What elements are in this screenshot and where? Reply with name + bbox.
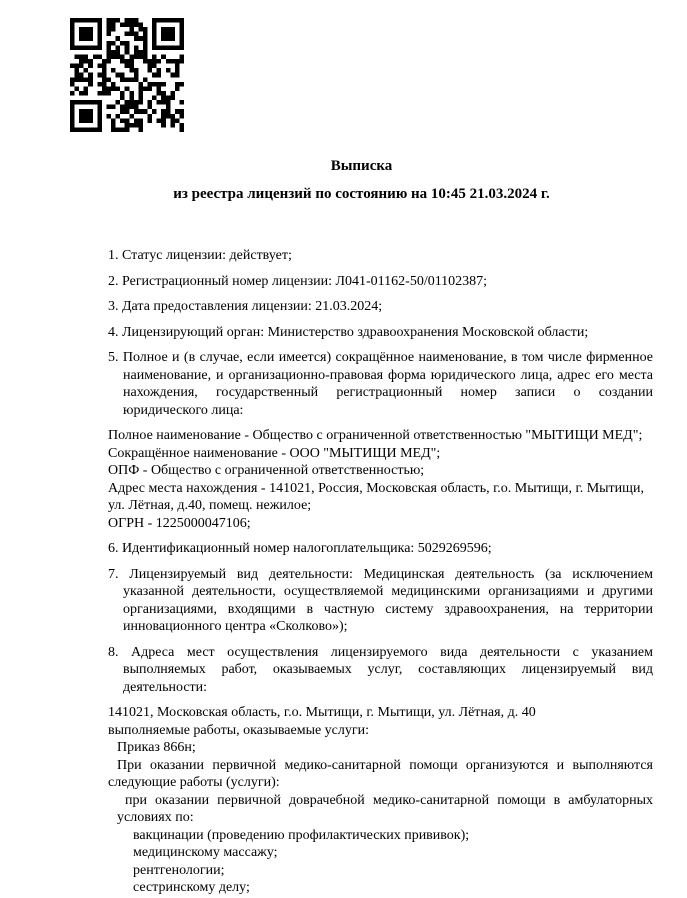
order-866n: Приказ 866н; (117, 740, 196, 755)
service-item-vaccination: вакцинации (проведению профилактических прививок); (133, 827, 470, 843)
document-subtitle: из реестра лицензий по состоянию на 10:45 21.03.2024 г. (173, 185, 550, 202)
activity-addresses-heading: 8. Адреса мест осуществления лицензируемого вида деятельности с указанием выполняемых работ, оказываемых услуг, составляющих лицензируемый вид деятельности: (108, 644, 653, 695)
org-legal-form: ОПФ - Общество с ограниченной ответственностью; (108, 463, 425, 478)
activity-address: 141021, Московская область, г.о. Мытищи, г. Мытищи, ул. Лётная, д. 40 (108, 705, 536, 720)
works-services-label: выполняемые работы, оказываемые услуги: (108, 722, 370, 738)
org-ogrn: ОГРН - 1225000047106; (108, 515, 251, 531)
pre-doctor-care: при оказании первичной доврачебной медико-санитарной помощи в амбулаторных условиях по: (117, 792, 653, 825)
service-item-radiology: рентгенологии; (133, 862, 225, 878)
taxpayer-inn: 6. Идентификационный номер налогоплательщика: 5029269596; (108, 541, 492, 556)
license-grant-date: 3. Дата предоставления лицензии: 21.03.2024; (108, 299, 383, 314)
works-block (108, 704, 653, 897)
org-full-name: Полное наименование - Общество с ограниченной ответственностью "МЫТИЩИ МЕД"; (108, 428, 643, 443)
licensed-activity: 7. Лицензируемый вид деятельности: Медицинская деятельность (за исключением указанной деятельности, осуществляемой медицинскими организациями и другими организациями, входящими в частную систему здравоохранения, на территории инновационного центра «Сколково»); (108, 566, 653, 634)
primary-care-works: При оказании первичной медико-санитарной помощи организуются и выполняются следующие работы (услуги): (108, 757, 653, 790)
service-item-nursing: сестринскому делу; (133, 880, 250, 895)
org-short-name: Сокращённое наименование - ООО "МЫТИЩИ МЕД"; (108, 445, 441, 461)
qr-code (70, 18, 184, 132)
org-details-block (108, 427, 653, 532)
org-names-heading: 5. Полное и (в случае, если имеется) сокращённое наименование, в том числе фирменное наименование, и организационно-правовая форма юридического лица, адрес его места нахождения, государственный регистрационный номер записи о создании юридического лица: (108, 350, 653, 418)
license-status: 1. Статус лицензии: действует; (108, 248, 292, 263)
license-reg-number: 2. Регистрационный номер лицензии: Л041-01162-50/01102387; (108, 273, 488, 289)
document-title: Выписка (330, 158, 393, 174)
licensing-authority: 4. Лицензирующий орган: Министерство здравоохранения Московской области; (108, 324, 589, 340)
org-address: Адрес места нахождения - 141021, Россия, Московская область, г.о. Мытищи, г. Мытищи, ул. Лётная, д.40, помещ. нежилое; (108, 480, 644, 513)
service-item-massage: медицинскому массажу; (133, 845, 278, 860)
